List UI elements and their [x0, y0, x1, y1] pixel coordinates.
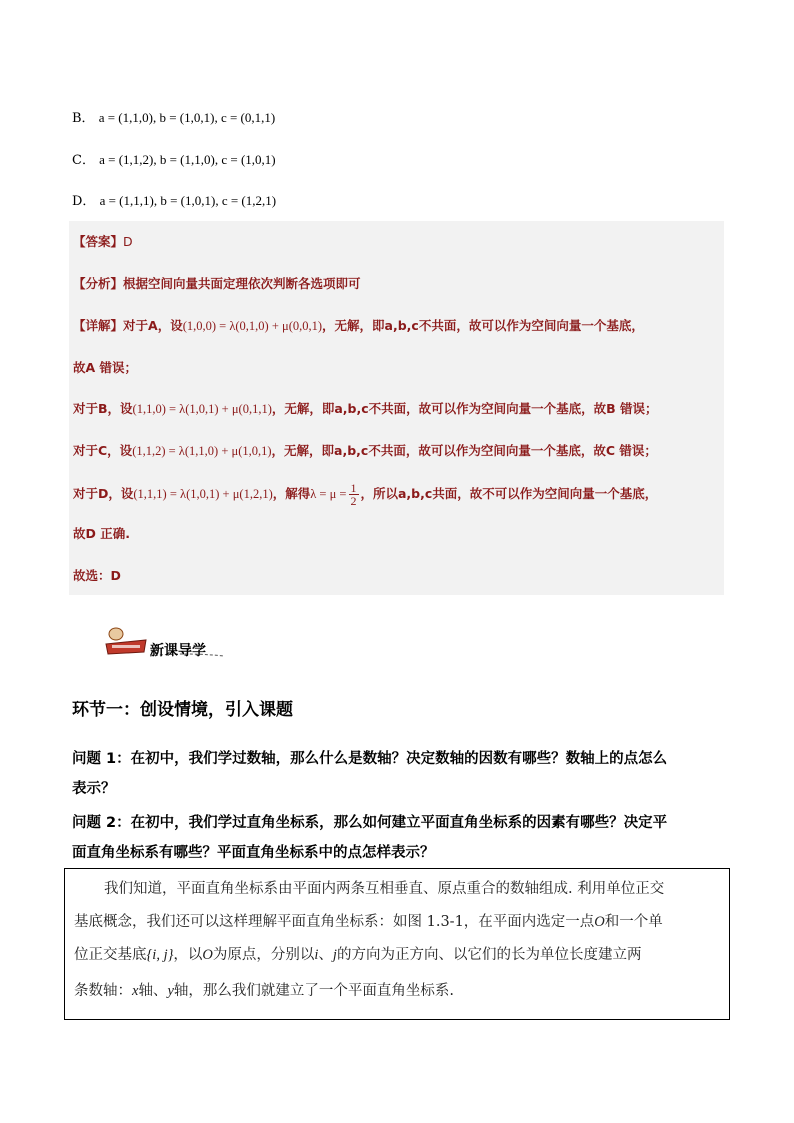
detail-c-prefix: 对于C，设 [73, 443, 133, 458]
question-2-line2: 面直角坐标系有哪些？平面直角坐标系中的点怎样表示？ [72, 845, 435, 861]
detail-a-suffix: ，无解，即a,b,c不共面，故可以作为空间向量一个基底， [322, 318, 644, 333]
textbox-line2-b: 和一个单 [604, 914, 663, 930]
answer-line [73, 232, 133, 252]
answer-value: D [123, 234, 133, 249]
detail-d-fraction [349, 482, 359, 507]
question-1-line1: 问题 1：在初中，我们学过数轴，那么什么是数轴？决定数轴的因数有哪些？数轴上的点怎么 [72, 751, 668, 767]
detail-d-mid: ，解得 [272, 486, 311, 501]
option-b [72, 108, 275, 129]
section-heading: 环节一：创设情境，引入课题 [72, 700, 293, 720]
textbox-line4-b: 轴、 [138, 983, 168, 999]
detail-b-math: (1,1,0) = λ(1,0,1) + μ(0,1,1) [132, 402, 272, 416]
question-2-line1: 问题 2：在初中，我们学过直角坐标系，那么如何建立平面直角坐标系的因素有哪些？决定平 [72, 815, 668, 831]
textbox-line3-c: 为原点，分别以 [212, 947, 315, 963]
vector-i: i [314, 947, 319, 963]
answer-label: 【答案】 [73, 234, 124, 249]
section-title: 新课导学 [150, 643, 206, 659]
final-answer: 故选：D [73, 568, 121, 583]
detail-d-eq: λ = μ = [310, 487, 347, 501]
detail-c-suffix: ，无解，即a,b,c不共面，故可以作为空间向量一个基底，故C 错误； [271, 443, 657, 458]
option-d-label: D． [72, 194, 96, 209]
detail-d-math: (1,1,1) = λ(1,0,1) + μ(1,2,1) [133, 487, 273, 501]
textbox-line3 [74, 944, 641, 966]
detail-b-prefix: 对于B，设 [73, 401, 133, 416]
point-o: O [594, 914, 605, 930]
option-d-math: a = (1,1,1), b = (1,0,1), c = (1,2,1) [99, 193, 277, 208]
detail-b-suffix: ，无解，即a,b,c不共面，故可以作为空间向量一个基底，故B 错误； [271, 401, 658, 416]
textbox-line3-e: 的方向为正方向、以它们的长为单位长度建立两 [336, 947, 642, 963]
detail-a-prefix: 对于A，设 [123, 318, 183, 333]
fraction-numerator: 1 [350, 481, 357, 495]
axis-x: x [132, 983, 139, 999]
detail-b-line [73, 399, 658, 419]
textbox-line3-d: 、 [318, 947, 333, 963]
detail-c-math: (1,1,2) = λ(1,1,0) + μ(1,0,1) [132, 444, 272, 458]
question-1-line2: 表示？ [72, 781, 116, 797]
option-b-label: B． [72, 111, 95, 126]
textbox-line4-c: 轴，那么我们就建立了一个平面直角坐标系. [173, 983, 454, 999]
textbox-line2-a: 基底概念，我们还可以这样理解平面直角坐标系：如图 1.3-1，在平面内选定一点 [74, 914, 595, 930]
detail-d-prefix: 对于D，设 [73, 486, 134, 501]
detail-d-line2: 故D 正确. [73, 526, 130, 541]
textbox-line3-b: ，以 [173, 947, 203, 963]
fraction-denominator: 2 [350, 494, 357, 508]
analysis-text: 根据空间向量共面定理依次判断各选项即可 [123, 276, 361, 291]
textbox-line3-a: 位正交基底 [74, 947, 147, 963]
textbox-line1: 我们知道，平面直角坐标系由平面内两条互相垂直、原点重合的数轴组成. 利用单位正交 [104, 881, 665, 897]
option-d [72, 191, 276, 212]
option-c-math: a = (1,1,2), b = (1,1,0), c = (1,0,1) [99, 152, 276, 167]
textbox-line4-a: 条数轴： [74, 983, 132, 999]
option-b-math: a = (1,1,0), b = (1,0,1), c = (0,1,1) [98, 110, 276, 125]
detail-c-line [73, 441, 657, 461]
detail-d-suffix: ，所以a,b,c共面，故不可以作为空间向量一个基底， [360, 486, 658, 501]
analysis-label: 【分析】 [73, 276, 124, 291]
axis-y: y [167, 983, 174, 999]
origin-o: O [202, 947, 213, 963]
detail-a-line [73, 316, 644, 336]
detail-a-line2: 故A 错误； [73, 360, 138, 375]
basis-ij: {i, j} [146, 947, 174, 963]
detail-a-math: (1,0,0) = λ(0,1,0) + μ(0,0,1) [182, 319, 323, 333]
textbox-line4 [74, 980, 454, 1002]
vector-j: j [332, 947, 337, 963]
textbox-line2 [74, 911, 663, 933]
detail-label: 【详解】 [73, 318, 124, 333]
detail-d-line [73, 482, 657, 507]
option-c [72, 150, 276, 171]
analysis-line [73, 274, 361, 294]
option-c-label: C． [72, 153, 95, 168]
